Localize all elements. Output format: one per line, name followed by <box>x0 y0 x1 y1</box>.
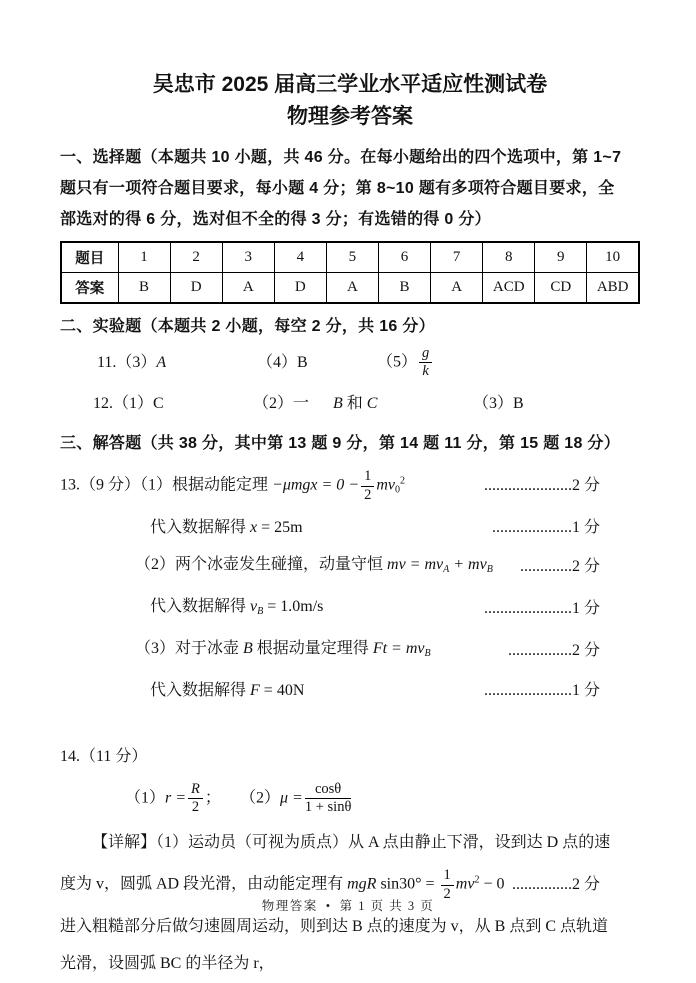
question-12-answers <box>60 392 640 416</box>
q13-line3-sub-a: A <box>443 563 450 575</box>
answer-cell: B <box>118 273 170 304</box>
q12-part1-answer: C <box>153 395 164 413</box>
section3-heading: 三、解答题（共 38 分，其中第 13 题 9 分，第 14 题 11 分，第 15 题 18 分） <box>60 435 621 453</box>
q13-line3-sub-b: B <box>486 563 493 575</box>
q13-line2-leader <box>492 516 600 540</box>
q13-line1-subscript: 0 <box>395 484 400 496</box>
score: 2 分 <box>571 642 600 660</box>
dots: ...................... <box>483 600 572 618</box>
q14-detail-formula-mv: mv <box>455 875 475 893</box>
q13-line2-value: = 25m <box>257 518 303 536</box>
q13-line6-leader <box>484 679 600 703</box>
q14-answer2-fraction <box>305 782 352 815</box>
q13-line1-frac-den: 2 <box>364 486 372 503</box>
answer-cell: A <box>222 273 274 304</box>
q11-part3-label: （3） <box>116 353 157 371</box>
q11-part4-answer: B <box>297 353 308 371</box>
q14-answer2-frac-num: cosθ <box>305 782 352 799</box>
score: 2 分 <box>571 558 600 576</box>
answer-table <box>60 241 640 304</box>
q13-line5-sub: B <box>424 647 431 659</box>
section2-heading: 二、实验题（本题共 2 小题，每空 2 分，共 16 分） <box>60 318 435 335</box>
q14-answer1-frac-num: R <box>188 782 203 799</box>
question-row-label: 题目 <box>61 242 118 273</box>
q13-line2 <box>60 516 640 540</box>
q14-detail-formula-sin: sin30° = <box>376 875 439 893</box>
q14-detail-superscript: 2 <box>474 874 480 886</box>
q13-line6-var: F <box>250 681 260 699</box>
q13-line5 <box>60 637 640 666</box>
q13-line1-formula-left: −μmgx = 0 − <box>272 476 360 494</box>
q12-number: 12. <box>93 395 113 413</box>
answer-row <box>61 273 639 304</box>
q11-part4-label: （4） <box>257 353 298 371</box>
q14-detail-line2-leader <box>512 873 600 897</box>
q13-line4-content <box>150 595 323 624</box>
q12-part2-answer-b2: C <box>366 395 378 413</box>
dots: ...................... <box>483 477 572 495</box>
q11-number: 11. <box>97 353 117 371</box>
q13-line6-text: 代入数据解得 <box>150 681 247 699</box>
answer-cell: D <box>274 273 326 304</box>
question-number-cell: 6 <box>378 242 430 273</box>
q13-line1 <box>60 469 640 502</box>
q13-line1-content <box>60 469 405 502</box>
dots: ............. <box>519 558 572 576</box>
question-number-cell: 3 <box>222 242 274 273</box>
dots: .................... <box>491 518 572 536</box>
q12-group1 <box>93 392 253 416</box>
q11-group1 <box>97 351 257 375</box>
q11-frac-denominator: k <box>422 363 429 380</box>
q14-number-line: 14.（11 分） <box>60 747 148 765</box>
q13-line6 <box>60 679 640 703</box>
question-number-row <box>61 242 639 273</box>
answer-cell: D <box>170 273 222 304</box>
q12-part3-label: （3） <box>473 395 514 413</box>
q13-line6-content <box>150 679 304 703</box>
q13-line1-superscript: 2 <box>400 475 405 487</box>
q11-group3 <box>377 346 434 379</box>
q13-line2-var: x <box>250 518 258 536</box>
q13-line3-formula-a: mv = mv <box>387 555 444 573</box>
question-number-cell: 4 <box>274 242 326 273</box>
q12-part2-answer-mid: 和 <box>342 395 367 413</box>
q14-answer1-end: ； <box>204 789 221 807</box>
q13-line1-leader <box>484 474 600 498</box>
q14-answer2-var: μ = <box>280 789 303 807</box>
q13-line2-content <box>150 516 303 540</box>
q13-line3-text: （2）两个冰壶发生碰撞，动量守恒 <box>135 555 384 573</box>
q12-part2-answer-b1: B <box>333 395 343 413</box>
answer-cell: CD <box>535 273 587 304</box>
question-number-cell: 8 <box>483 242 535 273</box>
q13-line4-leader <box>484 597 600 621</box>
question-11-answers <box>60 346 640 379</box>
q11-group2 <box>257 351 377 375</box>
q13-line4-text: 代入数据解得 <box>150 597 247 615</box>
answer-cell: B <box>378 273 430 304</box>
q13-line4-var: v <box>250 597 258 615</box>
q13-line3 <box>60 553 640 582</box>
q14-detail-line4: 光滑，设圆弧 BC 的半径为 r， <box>60 954 275 972</box>
q13-line1-frac-num: 1 <box>361 469 374 486</box>
q12-part3-answer: B <box>513 395 524 413</box>
q14-answer1 <box>125 782 240 815</box>
answer-row-label: 答案 <box>61 273 118 304</box>
q13-line5-text-a: （3）对于冰壶 <box>135 639 244 657</box>
q12-group2 <box>253 392 333 416</box>
q13-line5-formula: Ft = mv <box>372 639 425 657</box>
question-number-cell: 9 <box>535 242 587 273</box>
q13-line4 <box>60 595 640 624</box>
q14-detail-line1: 【详解】（1）运动员（可视为质点）从 A 点由静止下滑，设到达 D 点的速 <box>92 834 611 852</box>
q13-line1-fraction <box>361 469 374 502</box>
q14-detail-line2-text: 度为 v，圆弧 AD 段光滑，由动能定理有 <box>60 875 344 893</box>
q14-answers-line <box>60 782 640 815</box>
q14-answer1-var: r = <box>165 789 187 807</box>
q13-line2-text: 代入数据解得 <box>150 518 247 536</box>
q14-detail-formula-mgr: mgR <box>347 875 377 893</box>
answer-cell: ACD <box>483 273 535 304</box>
q11-part5-fraction <box>419 346 432 379</box>
question-number-cell: 2 <box>170 242 222 273</box>
score: 1 分 <box>571 518 600 536</box>
score: 1 分 <box>571 681 600 699</box>
q14-answer2 <box>240 782 353 815</box>
question-number-cell: 1 <box>118 242 170 273</box>
q13-line4-value: = 1.0m/s <box>263 597 324 615</box>
question-number-cell: 7 <box>431 242 483 273</box>
footer-page-info: 第 1 页 共 3 页 <box>339 899 435 913</box>
dots: ................ <box>507 642 572 660</box>
answer-cell: ABD <box>587 273 639 304</box>
answer-cell: A <box>326 273 378 304</box>
q13-line5-leader <box>508 639 600 663</box>
footer-separator: • <box>325 899 332 913</box>
question-number-cell: 10 <box>587 242 639 273</box>
q13-line1-formula-right: mv <box>376 476 395 494</box>
q12-part2-answer-a: 一 <box>293 395 310 413</box>
q14-answer2-frac-den: 1 + sinθ <box>304 799 352 816</box>
q14-answer1-label: （1） <box>125 789 166 807</box>
q13-line6-value: = 40N <box>259 681 305 699</box>
section1-instructions <box>60 142 640 235</box>
answer-cell: A <box>431 273 483 304</box>
q13-line3-leader <box>520 555 600 579</box>
q13-line3-formula-b: + mv <box>449 555 487 573</box>
score: 1 分 <box>571 600 600 618</box>
q13-line5-text-b: 根据动量定理得 <box>252 639 369 657</box>
q14-detail-frac-den: 2 <box>443 885 451 902</box>
page-footer <box>0 896 696 914</box>
q14-answer1-fraction <box>188 782 203 815</box>
page-subtitle: 物理参考答案 <box>287 105 413 128</box>
question-number-cell: 5 <box>326 242 378 273</box>
q14-detail-frac-num: 1 <box>441 868 454 885</box>
footer-label: 物理答案 <box>261 899 318 913</box>
dots: ...................... <box>483 681 572 699</box>
q11-part5-label: （5） <box>377 353 418 371</box>
q14-answer1-frac-den: 2 <box>191 799 200 816</box>
page-title: 吴忠市 2025 届高三学业水平适应性测试卷 <box>152 73 548 96</box>
q14-detail-line3: 进入粗糙部分后做匀速圆周运动，则到达 B 点的速度为 v，从 B 点到 C 点轨道 <box>60 917 609 935</box>
q11-frac-numerator: g <box>419 346 432 363</box>
q12-part2-label: （2） <box>253 395 294 413</box>
q13-line5-var-b: B <box>243 639 253 657</box>
q13-line3-content <box>135 553 493 582</box>
q12-group4 <box>473 392 524 416</box>
score: 2 分 <box>571 876 600 894</box>
dots: ............... <box>511 876 572 894</box>
score: 2 分 <box>571 477 600 495</box>
q13-line4-sub: B <box>257 605 264 617</box>
section1-line2: 题只有一项符合题目要求，每小题 4 分；第 8~10 题有多项符合题目要求，全 <box>60 180 615 197</box>
q14-detail-formula-end: − 0 <box>479 875 505 893</box>
q11-part3-answer: A <box>156 353 167 371</box>
section1-line1: 一、选择题（本题共 10 小题，共 46 分。在每小题给出的四个选项中，第 1~7 <box>60 149 622 166</box>
section1-line3: 部选对的得 6 分，选对但不全的得 3 分；有选错的得 0 分） <box>60 211 491 228</box>
q12-group3 <box>333 392 473 416</box>
q12-part1-label: （1） <box>113 395 154 413</box>
q13-line5-content <box>135 637 431 666</box>
q13-line1-text: 13.（9 分）（1）根据动能定理 <box>60 476 269 494</box>
q14-answer2-label: （2） <box>240 789 281 807</box>
